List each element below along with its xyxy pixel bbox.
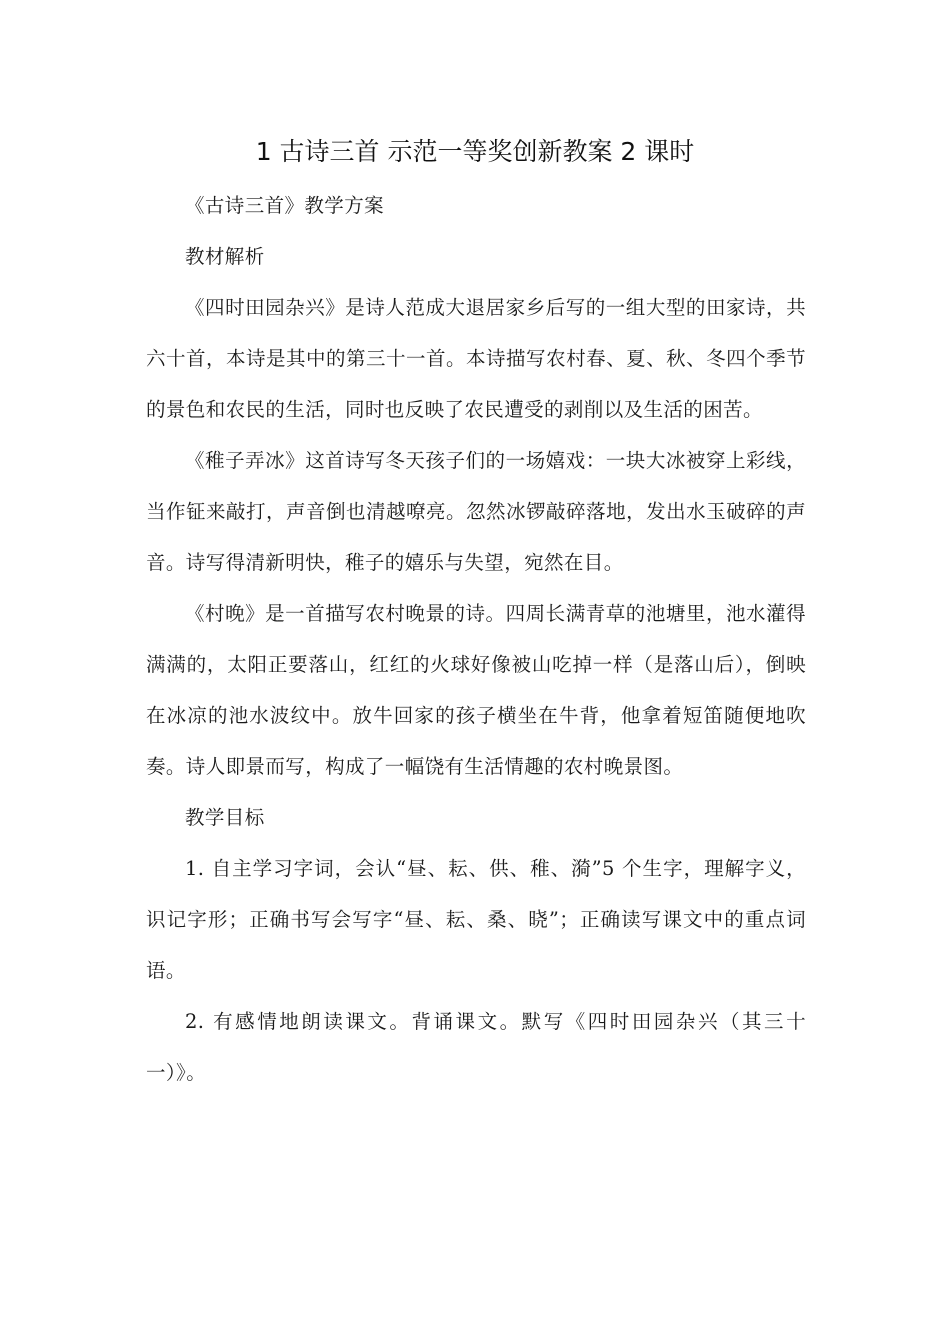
goal-item-1: 1. 自主学习字词，会认“昼、耘、供、稚、漪”5 个生字，理解字义，识记字形；正确书写会写字“昼、耘、桑、晓”；正确读写课文中的重点词语。: [146, 857, 806, 982]
goal-item-2: 2. 有感情地朗读课文。背诵课文。默写《四时田园杂兴（其三十一）》。: [146, 1010, 806, 1084]
document-title: 1 古诗三首 示范一等奖创新教案 2 课时: [255, 137, 695, 166]
paragraph-poem-2-analysis: 《稚子弄冰》这首诗写冬天孩子们的一场嬉戏：一块大冰被穿上彩线，当作钲来敲打，声音倒也清越嘹亮。忽然冰锣敲碎落地，发出水玉破碎的声音。诗写得清新明快，稚子的嬉乐与失望，宛然在目。: [146, 449, 806, 574]
document-body: [146, 180, 806, 1098]
paragraph-poem-1-analysis: 《四时田园杂兴》是诗人范成大退居家乡后写的一组大型的田家诗，共六十首，本诗是其中的第三十一首。本诗描写农村春、夏、秋、冬四个季节的景色和农民的生活，同时也反映了农民遭受的剥削以及生活的困苦。: [146, 296, 806, 421]
section-heading-teaching-goals: 教学目标: [185, 806, 265, 829]
section-heading-material-analysis: 教材解析: [185, 245, 265, 268]
paragraph-poem-3-analysis: 《村晚》是一首描写农村晚景的诗。四周长满青草的池塘里，池水灌得满满的，太阳正要落山，红红的火球好像被山吃掉一样（是落山后），倒映在冰凉的池水波纹中。放牛回家的孩子横坐在牛背，他拿着短笛随便地吹奏。诗人即景而写，构成了一幅饶有生活情趣的农村晚景图。: [146, 602, 806, 778]
plan-heading: 《古诗三首》教学方案: [185, 194, 385, 217]
